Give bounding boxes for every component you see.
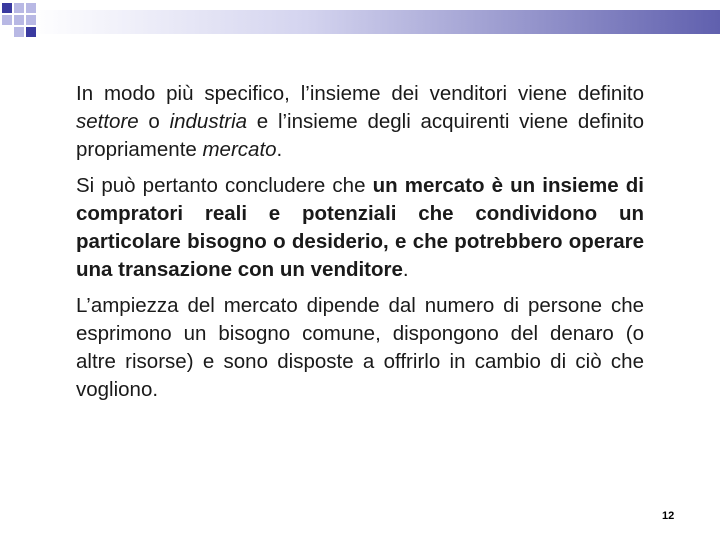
text-segment: . — [276, 138, 283, 161]
page-number: 12 — [662, 510, 675, 522]
text-segment: mercato — [202, 138, 277, 161]
text-segment: settore — [76, 110, 139, 133]
decoration-square — [14, 27, 24, 37]
decoration-square — [26, 3, 36, 13]
text-segment: L’ampiezza del mercato dipende dal numero di persone che esprimono un bisogno comune, dispongono del denaro (o altre risorse) e sono disposte a offrirlo in cambio di ciò che vogliono. — [76, 294, 644, 401]
paragraph — [76, 292, 644, 404]
paragraph — [76, 80, 644, 164]
text-segment: un mercato è un insieme di compratori reali e potenziali che condividono un particolare bisogno o desiderio, e che potrebbero operare una transazione con un venditore — [76, 174, 644, 281]
paragraph — [76, 172, 644, 284]
text-segment: e l’insieme degli acquirenti viene definito propriamente — [76, 110, 644, 161]
text-segment: o — [138, 110, 170, 133]
text-segment: Si può pertanto concludere che — [76, 174, 373, 197]
decoration-square — [14, 15, 24, 25]
decoration-square — [2, 3, 12, 13]
decoration-square — [26, 15, 36, 25]
text-segment: In modo più specifico, l’insieme dei venditori viene definito — [76, 82, 644, 105]
decoration-square — [2, 15, 12, 25]
decoration-square — [14, 3, 24, 13]
body-text — [76, 80, 644, 412]
header-gradient-bar — [30, 10, 720, 34]
text-segment: . — [402, 258, 409, 281]
text-segment: industria — [169, 110, 248, 133]
decoration-square — [26, 27, 36, 37]
